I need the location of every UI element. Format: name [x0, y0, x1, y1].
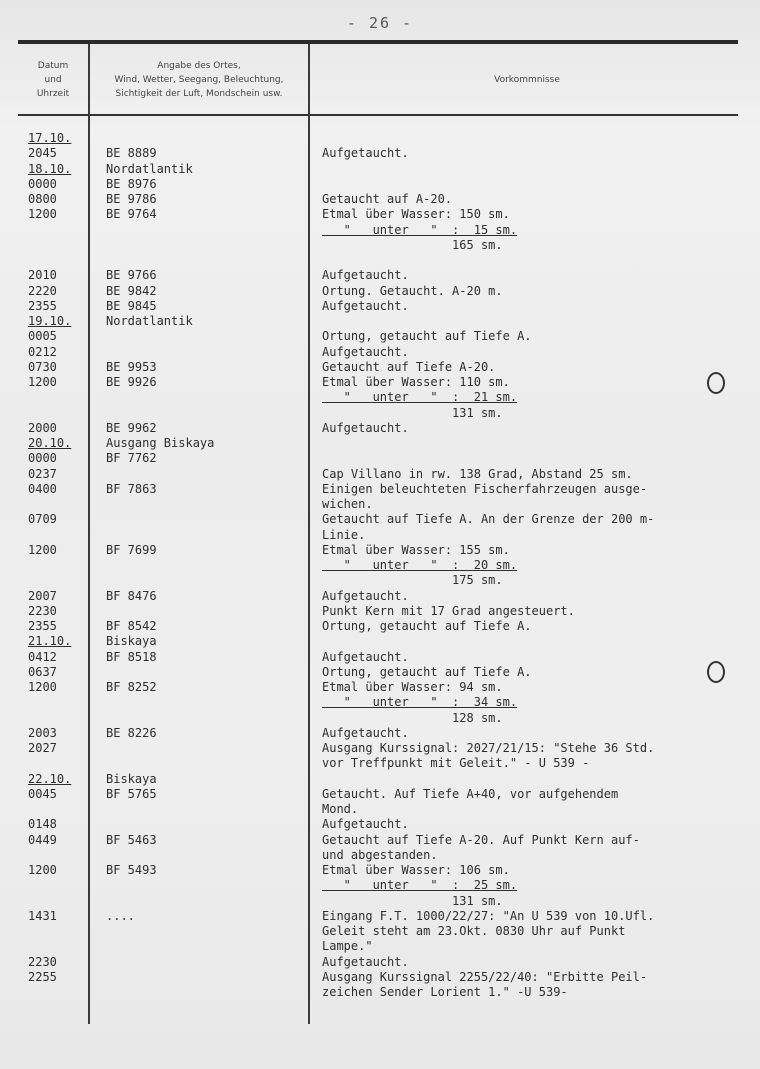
log-event: wichen. — [322, 497, 373, 511]
log-event: Aufgetaucht. — [322, 420, 409, 435]
log-event: Ausgang Kurssignal: 2027/21/15: "Stehe 36 Std. — [322, 741, 655, 755]
log-time: 1200 — [28, 542, 57, 557]
log-time: 0730 — [28, 359, 57, 374]
header-events-label: Vorkommnisse — [494, 75, 560, 85]
log-date: 20.10. — [28, 436, 72, 450]
log-time: 2045 — [28, 146, 57, 161]
log-position: BE 9953 — [106, 359, 157, 374]
log-event: Getaucht. Auf Tiefe A+40, vor aufgehendem — [322, 786, 619, 801]
log-time: 0709 — [28, 512, 57, 527]
log-event: Getaucht auf Tiefe A. An der Grenze der 200 m- — [322, 512, 655, 527]
log-row — [0, 467, 760, 481]
log-row — [0, 741, 760, 755]
log-time: 2255 — [28, 969, 57, 984]
log-time: 2220 — [28, 283, 57, 298]
log-time: 0449 — [28, 832, 57, 847]
log-event: Etmal über Wasser: 155 sm. — [322, 542, 510, 557]
log-row — [0, 634, 760, 648]
log-row — [0, 848, 760, 862]
log-event: " unter " : 20 sm. — [322, 558, 518, 572]
log-event: 128 sm. — [322, 710, 503, 725]
log-row — [0, 970, 760, 984]
log-position: BE 9842 — [106, 283, 157, 298]
log-row — [0, 924, 760, 938]
log-date: 17.10. — [28, 131, 72, 145]
log-row — [0, 131, 760, 145]
log-time: 2355 — [28, 619, 57, 633]
log-row — [0, 497, 760, 511]
log-event: Etmal über Wasser: 150 sm. — [322, 207, 510, 222]
log-row — [0, 863, 760, 877]
log-position: BE 9764 — [106, 207, 157, 222]
log-time: 0148 — [28, 817, 57, 832]
log-event: 131 sm. — [322, 405, 503, 420]
log-row — [0, 253, 760, 267]
log-row — [0, 360, 760, 374]
log-event: Aufgetaucht. — [322, 298, 409, 313]
log-date: 19.10. — [28, 314, 72, 328]
log-time: 1200 — [28, 863, 57, 877]
log-position: BF 8518 — [106, 649, 157, 664]
log-event: Eingang F.T. 1000/22/27: "An U 539 von 10.Ufl. — [322, 908, 655, 923]
log-position: .... — [106, 908, 135, 923]
log-time: 2027 — [28, 741, 57, 755]
log-event: Aufgetaucht. — [322, 146, 409, 161]
log-row — [0, 238, 760, 252]
log-position: BE 9926 — [106, 375, 157, 389]
log-date: 18.10. — [28, 161, 72, 176]
log-time: 0800 — [28, 192, 57, 206]
log-event: Aufgetaucht. — [322, 268, 409, 283]
log-row — [0, 329, 760, 343]
log-row — [0, 726, 760, 740]
log-position: Nordatlantik — [106, 161, 193, 176]
log-row — [0, 894, 760, 908]
log-row — [0, 192, 760, 206]
log-event: 131 sm. — [322, 893, 503, 908]
log-date: 21.10. — [28, 634, 72, 649]
log-row — [0, 512, 760, 526]
log-row — [0, 985, 760, 999]
log-row — [0, 451, 760, 465]
log-event: Ausgang Kurssignal 2255/22/40: "Erbitte Peil- — [322, 969, 648, 984]
log-position: BF 8542 — [106, 619, 157, 633]
log-event: Etmal über Wasser: 110 sm. — [322, 375, 510, 389]
log-event: und abgestanden. — [322, 847, 438, 862]
log-row — [0, 268, 760, 282]
log-event: Lampe." — [322, 939, 373, 954]
log-position: BF 7863 — [106, 481, 157, 496]
log-row — [0, 817, 760, 831]
log-time: 1431 — [28, 908, 57, 923]
header-location-line-3: Sichtigkeit der Luft, Mondschein usw. — [115, 89, 283, 99]
log-row — [0, 802, 760, 816]
log-time: 0000 — [28, 176, 57, 191]
log-event: Geleit steht am 23.Okt. 0830 Uhr auf Punkt — [322, 924, 626, 938]
log-position: BE 8226 — [106, 725, 157, 740]
log-event: Aufgetaucht. — [322, 344, 409, 359]
page-number: - 26 - — [346, 14, 414, 32]
log-row — [0, 482, 760, 496]
log-event: 165 sm. — [322, 237, 503, 252]
log-position: BF 8476 — [106, 588, 157, 603]
log-row — [0, 589, 760, 603]
log-row — [0, 390, 760, 404]
log-time: 0000 — [28, 451, 57, 466]
log-position: Biskaya — [106, 634, 157, 649]
log-event: Cap Villano in rw. 138 Grad, Abstand 25 sm. — [322, 466, 633, 481]
log-row — [0, 711, 760, 725]
pen-circle-mark — [707, 372, 725, 394]
log-position: BF 8252 — [106, 680, 157, 694]
log-row — [0, 878, 760, 892]
log-row — [0, 756, 760, 770]
log-position: BE 9845 — [106, 298, 157, 313]
log-time: 2230 — [28, 603, 57, 618]
header-location-line-2: Wind, Wetter, Seegang, Beleuchtung, — [114, 75, 284, 85]
pen-circle-mark — [707, 661, 725, 683]
header-date-line-3: Uhrzeit — [36, 89, 70, 99]
log-position: BE 8889 — [106, 146, 157, 161]
log-position: BF 5765 — [106, 786, 157, 801]
log-row — [0, 787, 760, 801]
header-date-line-2: und — [44, 75, 62, 85]
log-row — [0, 162, 760, 176]
header-location-line-1: Angabe des Ortes, — [157, 61, 241, 71]
log-event: Etmal über Wasser: 94 sm. — [322, 680, 503, 694]
log-event: Aufgetaucht. — [322, 725, 409, 740]
log-event: Einigen beleuchteten Fischerfahrzeugen ausge- — [322, 481, 648, 496]
log-row — [0, 146, 760, 160]
log-row — [0, 650, 760, 664]
log-position: BE 9786 — [106, 192, 157, 206]
log-time: 1200 — [28, 207, 57, 222]
log-row — [0, 421, 760, 435]
log-row — [0, 939, 760, 953]
log-row — [0, 695, 760, 709]
log-row — [0, 604, 760, 618]
log-row — [0, 833, 760, 847]
log-position: BE 9962 — [106, 420, 157, 435]
log-time: 2010 — [28, 268, 57, 283]
log-time: 1200 — [28, 680, 57, 694]
log-event: Punkt Kern mit 17 Grad angesteuert. — [322, 603, 575, 618]
log-row — [0, 314, 760, 328]
log-position: BE 9766 — [106, 268, 157, 283]
log-event: Etmal über Wasser: 106 sm. — [322, 863, 510, 877]
log-event: " unter " : 21 sm. — [322, 390, 518, 405]
log-row — [0, 299, 760, 313]
log-position: Ausgang Biskaya — [106, 436, 215, 450]
log-row — [0, 223, 760, 237]
log-event: Mond. — [322, 802, 359, 816]
log-event: Getaucht auf Tiefe A-20. — [322, 359, 496, 374]
log-time: 2230 — [28, 954, 57, 969]
log-time: 2003 — [28, 725, 57, 740]
log-row — [0, 680, 760, 694]
log-row — [0, 909, 760, 923]
log-row — [0, 345, 760, 359]
log-row — [0, 528, 760, 542]
log-event: Ortung, getaucht auf Tiefe A. — [322, 329, 532, 344]
log-event: Aufgetaucht. — [322, 954, 409, 969]
log-row — [0, 284, 760, 298]
log-event: 175 sm. — [322, 573, 503, 588]
header-date-line-1: Datum — [37, 61, 69, 71]
log-time: 1200 — [28, 375, 57, 389]
log-row — [0, 375, 760, 389]
log-event: zeichen Sender Lorient 1." -U 539- — [322, 985, 568, 999]
log-position: Biskaya — [106, 771, 157, 786]
log-event: " unter " : 15 sm. — [322, 222, 518, 237]
log-position: BF 7762 — [106, 451, 157, 466]
log-time: 0412 — [28, 649, 57, 664]
log-time: 0237 — [28, 466, 57, 481]
log-time: 0400 — [28, 481, 57, 496]
log-time: 2007 — [28, 588, 57, 603]
log-time: 0212 — [28, 344, 57, 359]
log-event: " unter " : 25 sm. — [322, 878, 518, 893]
log-time: 0045 — [28, 786, 57, 801]
log-time: 0637 — [28, 664, 57, 679]
log-row — [0, 573, 760, 587]
log-position: BF 5463 — [106, 832, 157, 847]
log-event: Ortung. Getaucht. A-20 m. — [322, 283, 503, 298]
log-row — [0, 619, 760, 633]
log-event: Aufgetaucht. — [322, 588, 409, 603]
log-event: Ortung, getaucht auf Tiefe A. — [322, 619, 532, 633]
log-position: Nordatlantik — [106, 314, 193, 328]
log-event: vor Treffpunkt mit Geleit." - U 539 - — [322, 756, 590, 771]
log-position: BE 8976 — [106, 176, 157, 191]
log-time: 2000 — [28, 420, 57, 435]
log-row — [0, 436, 760, 450]
log-position: BF 5493 — [106, 863, 157, 877]
log-event: Getaucht auf Tiefe A-20. Auf Punkt Kern auf- — [322, 832, 640, 847]
log-time: 0005 — [28, 329, 57, 344]
log-event: " unter " : 34 sm. — [322, 695, 518, 710]
log-row — [0, 772, 760, 786]
log-row — [0, 665, 760, 679]
log-row — [0, 207, 760, 221]
log-row — [0, 955, 760, 969]
log-event: Getaucht auf A-20. — [322, 192, 453, 206]
log-event: Aufgetaucht. — [322, 817, 409, 832]
log-event: Linie. — [322, 527, 366, 542]
log-event: Aufgetaucht. — [322, 649, 409, 664]
log-event: Ortung, getaucht auf Tiefe A. — [322, 664, 532, 679]
log-row — [0, 543, 760, 557]
log-time: 2355 — [28, 298, 57, 313]
log-row — [0, 558, 760, 572]
log-position: BF 7699 — [106, 542, 157, 557]
log-row — [0, 177, 760, 191]
log-date: 22.10. — [28, 771, 72, 786]
log-row — [0, 406, 760, 420]
